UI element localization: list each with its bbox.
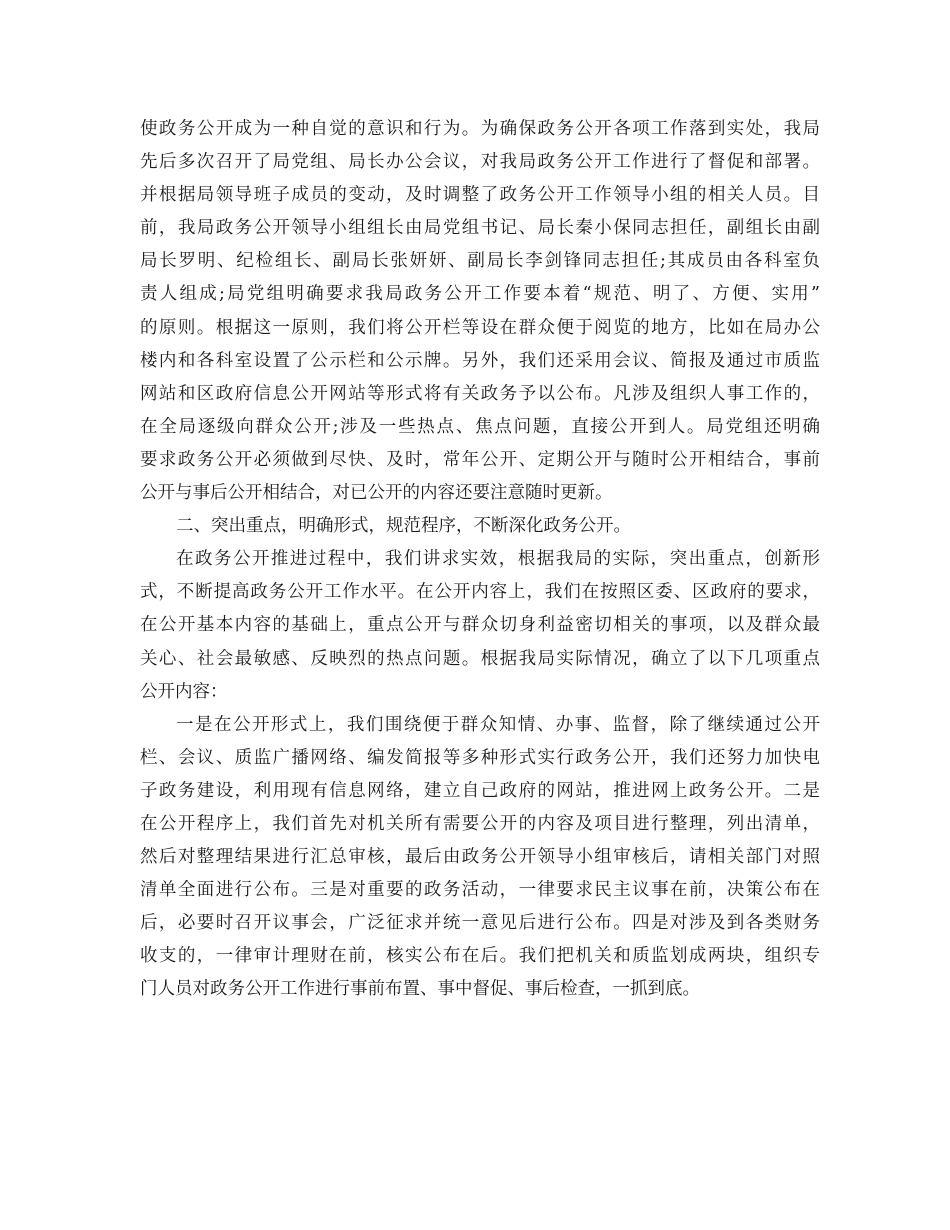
text-line: 在公开程序上，我们首先对机关所有需要公开的内容及项目进行整理，列出清单， xyxy=(140,813,820,834)
text-line: 局长罗明、纪检组长、副局长张妍妍、副局长李剑锋同志担任;其成员由各科室负 xyxy=(140,251,820,272)
document-body xyxy=(140,113,820,1007)
text-line: 责人组成;局党组明确要求我局政务公开工作要本着“规范、明了、方便、实用” xyxy=(140,284,820,305)
text-line: 关心、社会最敏感、反映烈的热点问题。根据我局实际情况，确立了以下几项重点 xyxy=(140,648,820,669)
text-line: 后，必要时召开议事会，广泛征求并统一意见后进行公布。四是对涉及到各类财务 xyxy=(140,913,820,934)
text-line: 前，我局政务公开领导小组组长由局党组书记、局长秦小保同志担任，副组长由副 xyxy=(140,218,820,239)
text-line: 门人员对政务公开工作进行事前布置、事中督促、事后检查，一抓到底。 xyxy=(140,979,700,1000)
text-line: 楼内和各科室设置了公示栏和公示牌。另外，我们还采用会议、简报及通过市质监 xyxy=(140,350,820,371)
text-line: 一是在公开形式上，我们围绕便于群众知情、办事、监督，除了继续通过公开 xyxy=(176,714,820,735)
text-line: 先后多次召开了局党组、局长办公会议，对我局政务公开工作进行了督促和部署。 xyxy=(140,152,820,173)
text-line: 然后对整理结果进行汇总审核，最后由政务公开领导小组审核后，请相关部门对照 xyxy=(140,847,820,868)
text-line: 清单全面进行公布。三是对重要的政务活动，一律要求民主议事在前，决策公布在 xyxy=(140,880,820,901)
text-line: 使政务公开成为一种自觉的意识和行为。为确保政务公开各项工作落到实处，我局 xyxy=(140,119,820,139)
text-line: 在全局逐级向群众公开;涉及一些热点、焦点问题，直接公开到人。局党组还明确 xyxy=(140,416,820,437)
text-line: 在公开基本内容的基础上，重点公开与群众切身利益密切相关的事项，以及群众最 xyxy=(140,615,820,636)
text-line: 栏、会议、质监广播网络、编发简报等多种形式实行政务公开，我们还努力加快电 xyxy=(140,747,820,768)
text-line: 公开内容： xyxy=(140,681,228,702)
text-line: 网站和区政府信息公开网站等形式将有关政务予以公布。凡涉及组织人事工作的， xyxy=(140,383,820,404)
text-line: 的原则。根据这一原则，我们将公开栏等设在群众便于阅览的地方，比如在局办公 xyxy=(140,317,820,338)
text-line: 收支的，一律审计理财在前，核实公布在后。我们把机关和质监划成两块，组织专 xyxy=(140,946,820,967)
text-line: 并根据局领导班子成员的变动，及时调整了政务公开工作领导小组的相关人员。目 xyxy=(140,185,820,206)
text-line: 式，不断提高政务公开工作水平。在公开内容上，我们在按照区委、区政府的要求， xyxy=(140,582,820,603)
text-line: 要求政务公开必须做到尽快、及时，常年公开、定期公开与随时公开相结合，事前 xyxy=(140,449,820,470)
text-line: 公开与事后公开相结合，对已公开的内容还要注意随时更新。 xyxy=(140,483,613,504)
text-line: 在政务公开推进过程中，我们讲求实效，根据我局的实际，突出重点，创新形 xyxy=(176,549,820,570)
text-line: 子政务建设，利用现有信息网络，建立自己政府的网站，推进网上政务公开。二是 xyxy=(140,780,820,801)
text-line: 二、突出重点，明确形式，规范程序，不断深化政务公开。 xyxy=(176,516,631,537)
